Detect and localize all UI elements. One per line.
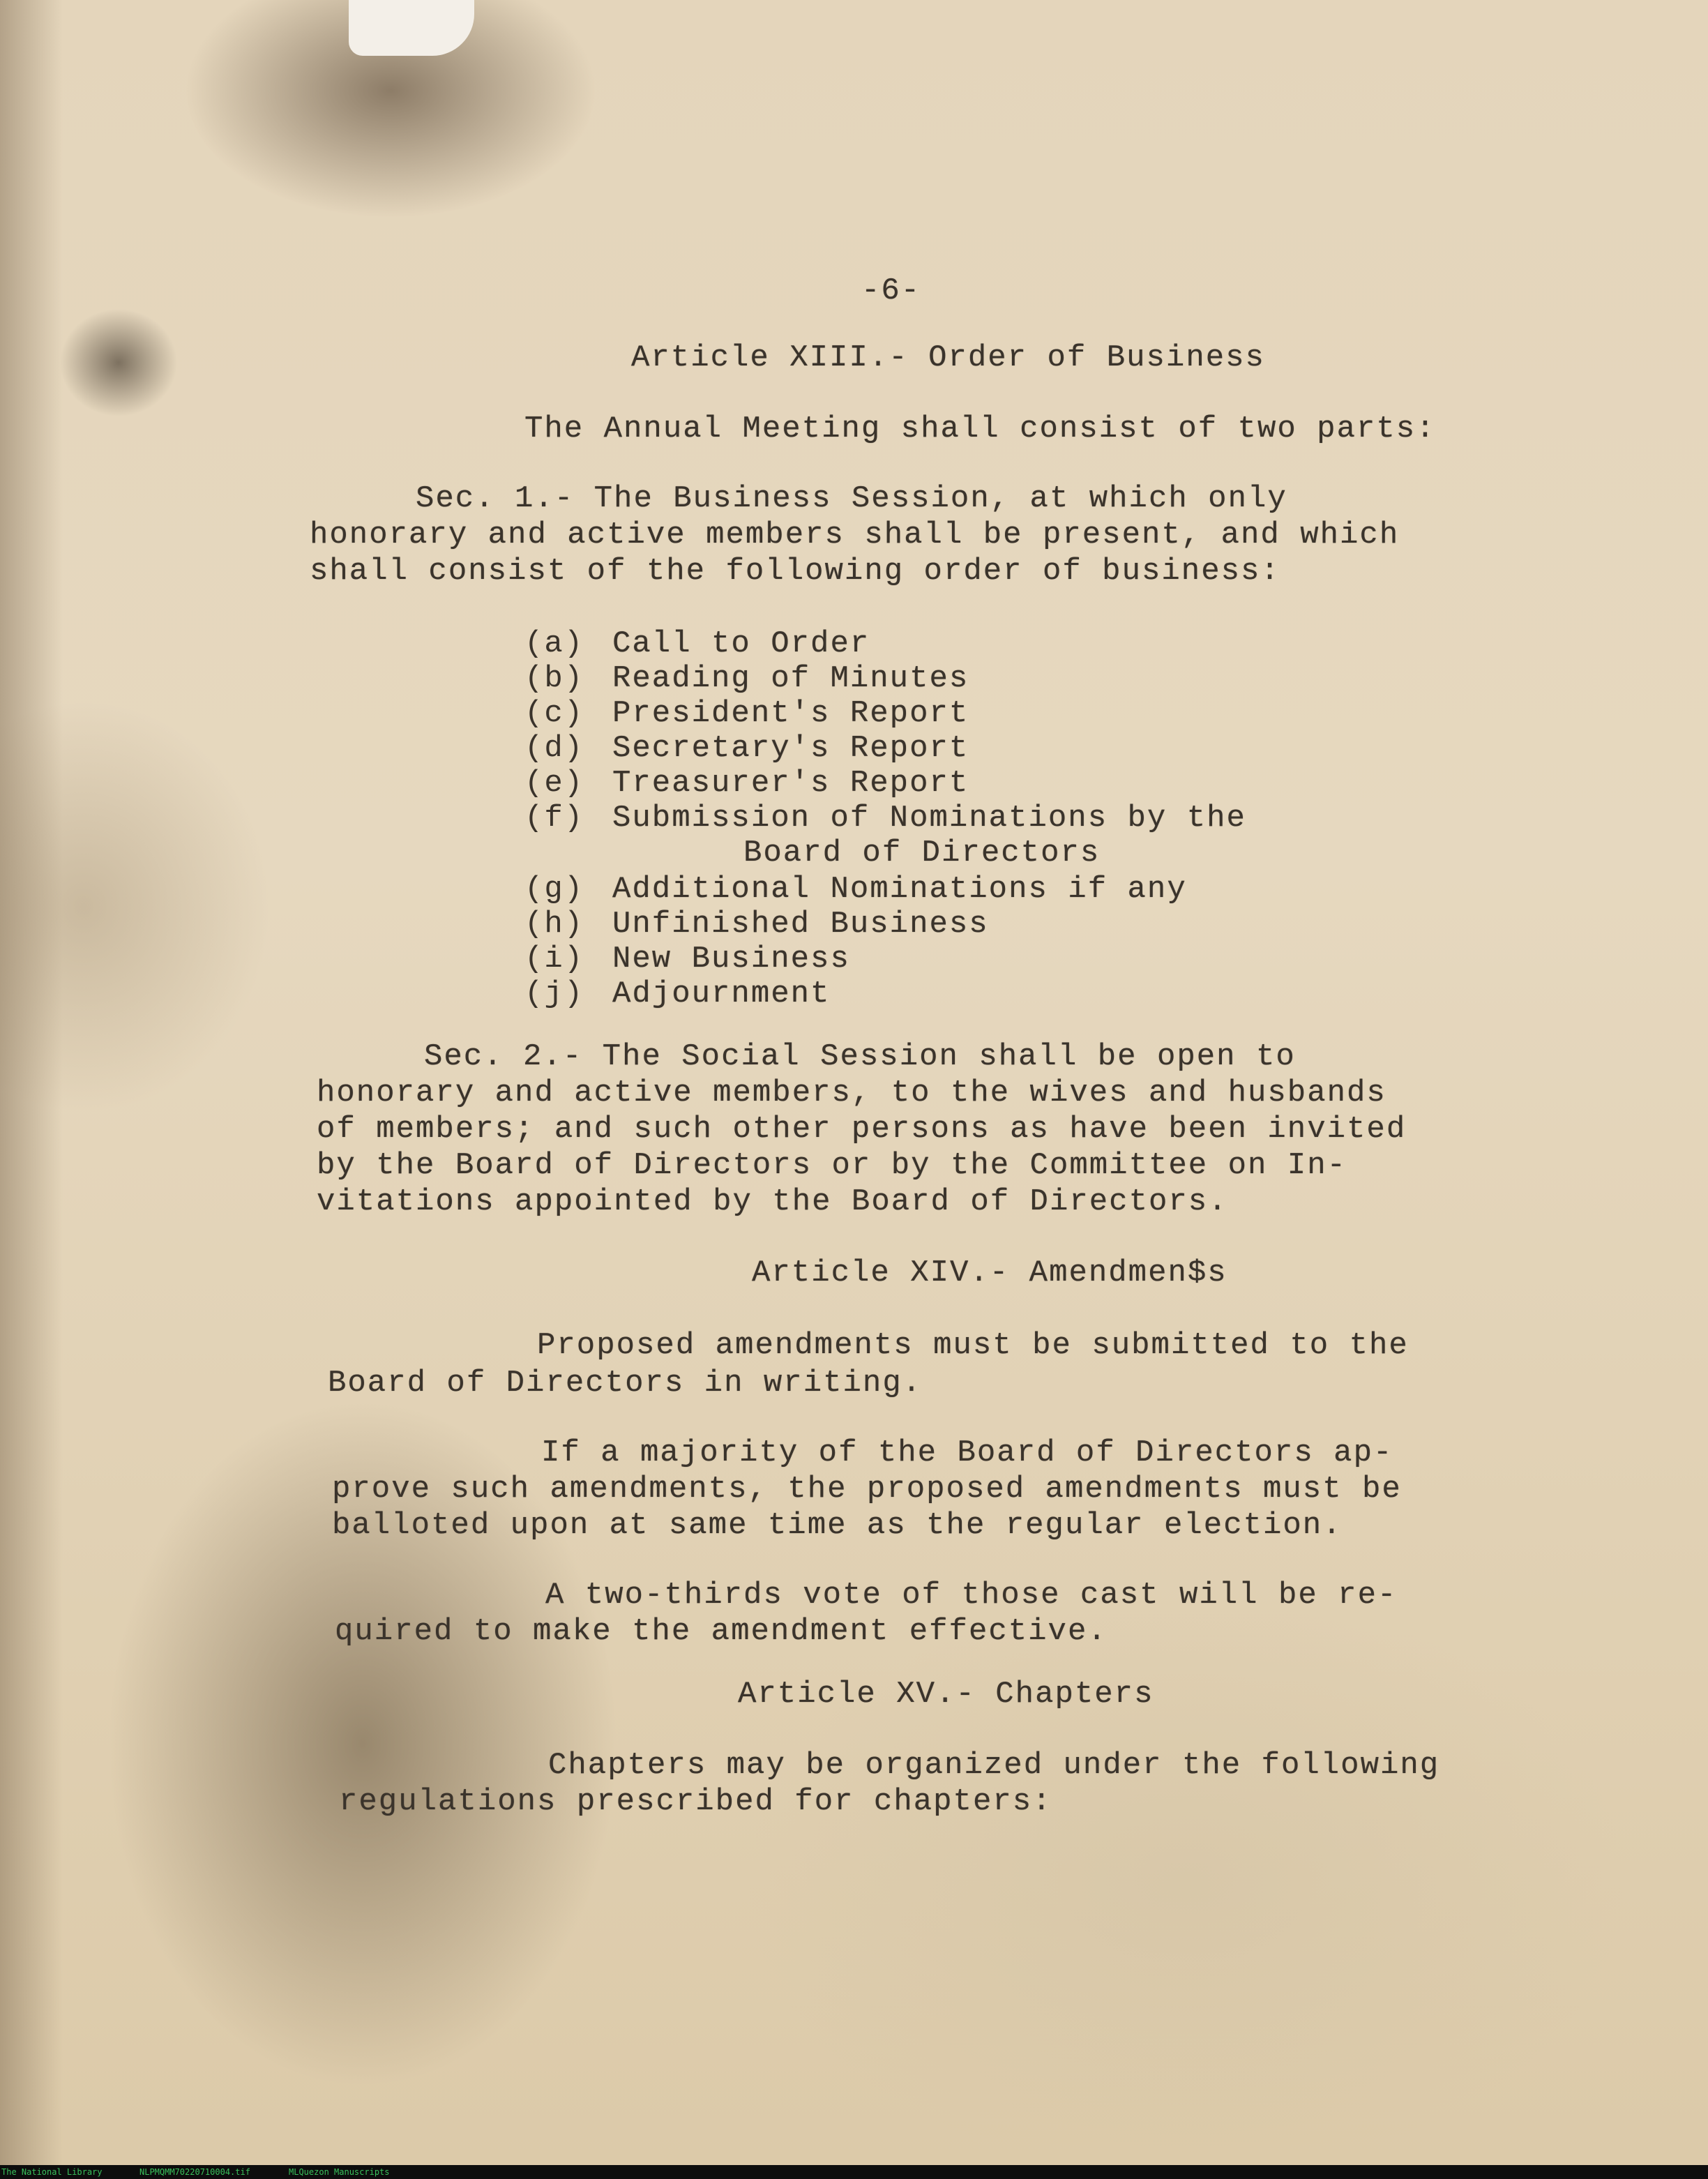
list-item-letter: (c): [524, 696, 584, 731]
list-item-text: Reading of Minutes: [612, 661, 969, 696]
torn-corner: [349, 0, 474, 56]
list-item-text: Call to Order: [612, 626, 870, 661]
footer-collection: MLQuezon Manuscripts: [289, 2167, 390, 2177]
list-item-letter: (e): [524, 766, 584, 801]
list-item-text: Additional Nominations if any: [612, 872, 1187, 907]
annual-meeting-intro: The Annual Meeting shall consist of two parts:: [524, 412, 1436, 446]
list-item-letter: (h): [524, 907, 584, 942]
list-item-letter: (f): [524, 801, 584, 836]
sec1-line: Sec. 1.- The Business Session, at which only: [416, 481, 1287, 516]
amendments-paragraph-2: prove such amendments, the proposed amendments must be: [332, 1472, 1402, 1507]
article-xiv-title: Article XIV.- Amendmen$s: [752, 1256, 1227, 1290]
page-number: -6-: [861, 273, 921, 308]
sec2-line: by the Board of Directors or by the Committee on In-: [317, 1148, 1347, 1183]
amendments-paragraph-2: If a majority of the Board of Directors ap-: [541, 1435, 1393, 1470]
list-item-text: Adjournment: [612, 977, 831, 1011]
chapters-paragraph: regulations prescribed for chapters:: [339, 1784, 1052, 1819]
list-item-letter: (a): [524, 626, 584, 661]
list-item-text-continued: Board of Directors: [743, 836, 1101, 870]
sec2-line: honorary and active members, to the wives and husbands: [317, 1076, 1386, 1110]
footer-filename: NLPMQMM70220710004.tif: [139, 2167, 250, 2177]
list-item-text: President's Report: [612, 696, 969, 731]
amendments-paragraph-3: A two-thirds vote of those cast will be re-: [545, 1578, 1398, 1613]
list-item-letter: (j): [524, 977, 584, 1011]
amendments-paragraph-3: quired to make the amendment effective.: [335, 1614, 1108, 1649]
list-item-letter: (b): [524, 661, 584, 696]
amendments-paragraph-1: Proposed amendments must be submitted to the: [537, 1328, 1409, 1363]
sec2-line: vitations appointed by the Board of Directors.: [317, 1184, 1228, 1219]
amendments-paragraph-2: balloted upon at same time as the regular election.: [332, 1508, 1343, 1543]
sec2-line: Sec. 2.- The Social Session shall be open to: [424, 1039, 1296, 1074]
sec1-line: honorary and active members shall be present, and which: [310, 518, 1400, 552]
sec2-line: of members; and such other persons as have been invited: [317, 1112, 1407, 1147]
amendments-paragraph-1: Board of Directors in writing.: [328, 1366, 923, 1401]
list-item-letter: (g): [524, 872, 584, 907]
list-item-text: Secretary's Report: [612, 731, 969, 766]
article-xv-title: Article XV.- Chapters: [738, 1677, 1154, 1712]
footer-library: The National Library: [1, 2167, 103, 2177]
list-item-text: Unfinished Business: [612, 907, 989, 942]
list-item-letter: (d): [524, 731, 584, 766]
list-item-text: New Business: [612, 942, 850, 977]
chapters-paragraph: Chapters may be organized under the following: [548, 1748, 1440, 1783]
list-item-text: Submission of Nominations by the: [612, 801, 1246, 836]
list-item-text: Treasurer's Report: [612, 766, 969, 801]
list-item-letter: (i): [524, 942, 584, 977]
sec1-line: shall consist of the following order of business:: [310, 554, 1280, 589]
article-xiii-title: Article XIII.- Order of Business: [631, 340, 1265, 375]
scan-footer: [0, 2165, 1708, 2179]
